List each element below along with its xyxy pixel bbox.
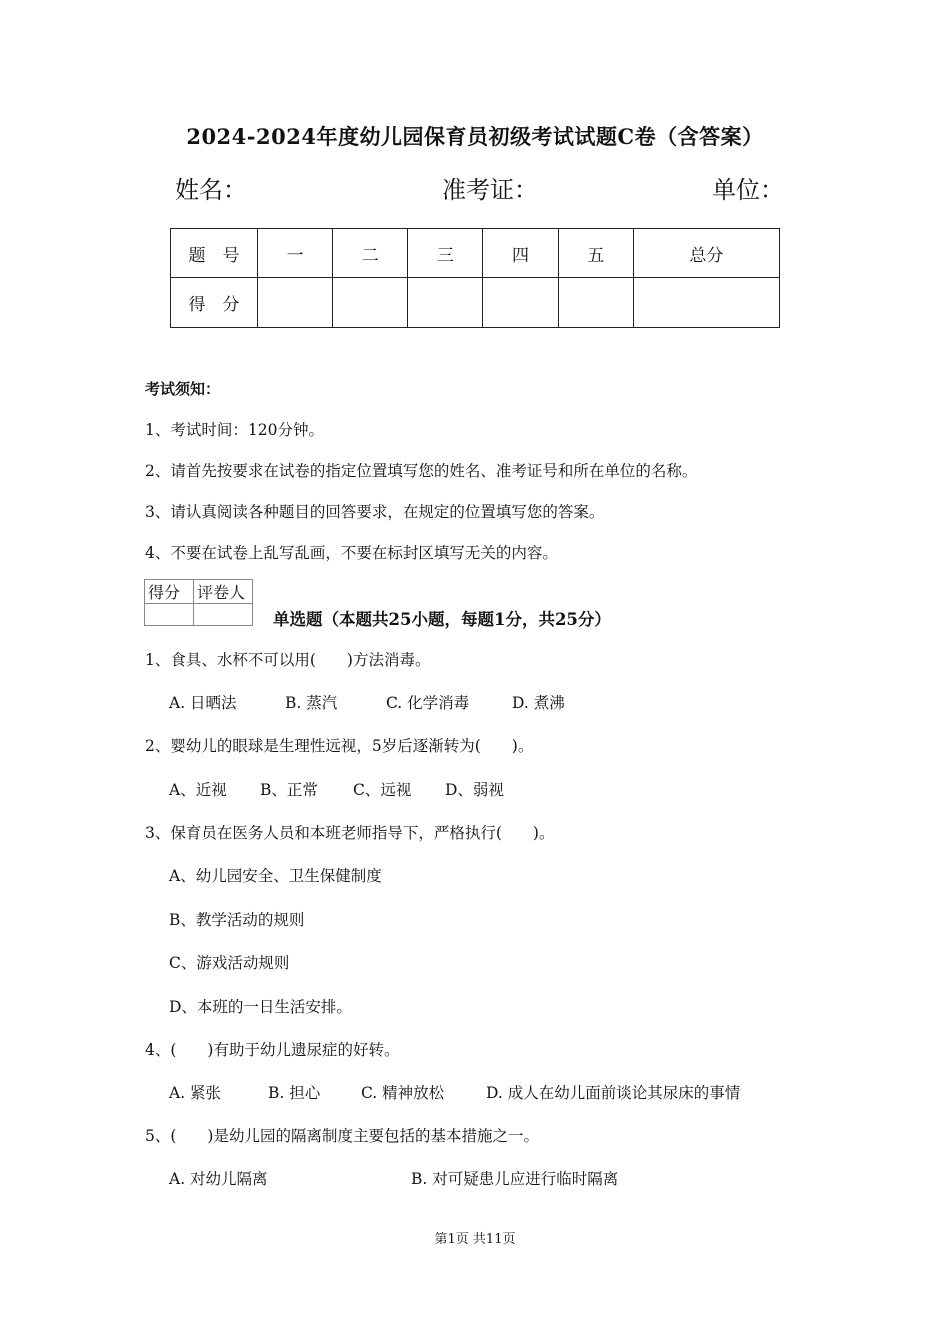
question-option: C、游戏活动规则 (169, 954, 290, 972)
score-row-label: 得 分 (171, 278, 258, 328)
question-option: C. 化学消毒 (386, 694, 470, 712)
score-header-cell: 三 (408, 229, 483, 278)
grader-score-cell[interactable] (145, 604, 194, 626)
question-option: A. 紧张 (169, 1084, 222, 1102)
name-field-label: 姓名： (175, 176, 247, 204)
score-table-score-row (171, 278, 780, 328)
question-option: D、弱视 (445, 781, 504, 799)
score-header-cell: 四 (483, 229, 558, 278)
unit-field-label: 单位： (712, 176, 784, 204)
question-option: B. 蒸汽 (285, 694, 338, 712)
page-footer: 第1页 共11页 (434, 1232, 516, 1247)
notice-heading: 考试须知： (145, 380, 221, 398)
score-header-cell: 总分 (633, 229, 779, 278)
question-option: A、近视 (169, 781, 227, 799)
grader-reviewer-cell[interactable] (194, 604, 253, 626)
question-stem: 1、食具、水杯不可以用( )方法消毒。 (145, 651, 431, 669)
score-cell[interactable] (258, 278, 333, 328)
score-cell[interactable] (633, 278, 779, 328)
score-cell[interactable] (558, 278, 633, 328)
score-table-header-row (171, 229, 780, 278)
notice-item: 1、考试时间：120分钟。 (145, 421, 324, 439)
question-option: C、远视 (353, 781, 412, 799)
question-option: D、本班的一日生活安排。 (169, 998, 352, 1016)
score-cell[interactable] (483, 278, 558, 328)
score-header-cell: 一 (258, 229, 333, 278)
exam-number-field-label: 准考证： (442, 176, 538, 204)
question-option: A. 对幼儿隔离 (169, 1170, 268, 1188)
score-header-cell: 题 号 (171, 229, 258, 278)
question-option: B、正常 (260, 781, 318, 799)
question-stem: 2、婴幼儿的眼球是生理性远视，5岁后逐渐转为( )。 (145, 737, 534, 755)
section-title: 单选题（本题共25小题，每题1分，共25分） (273, 610, 611, 629)
question-option: D. 煮沸 (512, 694, 565, 712)
question-stem: 5、( )是幼儿园的隔离制度主要包括的基本措施之一。 (145, 1127, 539, 1145)
document-title: 2024-2024年度幼儿园保育员初级考试试题C卷（含答案） (186, 124, 764, 149)
score-header-cell: 二 (333, 229, 408, 278)
grader-score-label: 得分 (145, 580, 194, 604)
notice-item: 2、请首先按要求在试卷的指定位置填写您的姓名、准考证号和所在单位的名称。 (145, 462, 698, 480)
score-header-cell: 五 (558, 229, 633, 278)
grader-box (144, 579, 253, 626)
question-option: D. 成人在幼儿面前谈论其尿床的事情 (486, 1084, 741, 1102)
notice-item: 4、不要在试卷上乱写乱画，不要在标封区填写无关的内容。 (145, 544, 558, 562)
score-table (170, 228, 780, 328)
question-stem: 4、( )有助于幼儿遗尿症的好转。 (145, 1041, 400, 1059)
question-option: B. 担心 (268, 1084, 321, 1102)
question-option: B、教学活动的规则 (169, 911, 305, 929)
question-option: A、幼儿园安全、卫生保健制度 (169, 867, 382, 885)
notice-item: 3、请认真阅读各种题目的回答要求，在规定的位置填写您的答案。 (145, 503, 605, 521)
score-cell[interactable] (333, 278, 408, 328)
question-stem: 3、保育员在医务人员和本班老师指导下，严格执行( )。 (145, 824, 555, 842)
grader-reviewer-label: 评卷人 (194, 580, 253, 604)
score-cell[interactable] (408, 278, 483, 328)
question-option: A. 日晒法 (169, 694, 237, 712)
question-option: B. 对可疑患儿应进行临时隔离 (411, 1170, 619, 1188)
question-option: C. 精神放松 (361, 1084, 445, 1102)
